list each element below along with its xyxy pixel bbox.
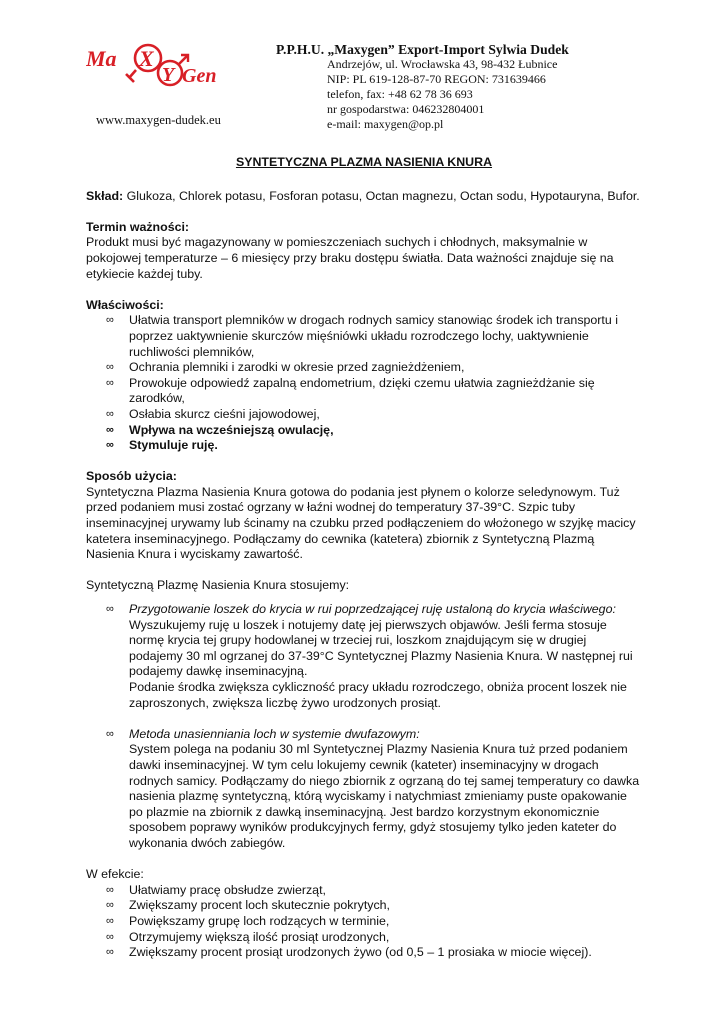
company-name: P.P.H.U. „Maxygen” Export-Import Sylwia Dudek: [276, 42, 569, 57]
list-item: ∞ Osłabia skurcz cieśni jajowodowej,: [106, 406, 320, 421]
method-2-title: Metoda unasienniania loch w systemie dwufazowym:: [129, 726, 420, 741]
infinity-bullet-icon: ∞: [106, 946, 114, 959]
application-intro: Syntetyczną Plazmę Nasienia Knura stosujemy:: [86, 578, 350, 593]
list-item: ∞ Zwiększamy procent loch skutecznie pokrytych,: [106, 898, 390, 913]
properties-list: [86, 313, 642, 453]
list-item: ∞ Ułatwia transport plemników w drogach rodnych samicy stanowiąc środek ich transportu i poprzez uaktywnienie skurczów mięśniówki układu rozrodczego lochy, uaktywnienie ruchliwości plemników,: [106, 313, 618, 359]
website-link[interactable]: www.maxygen-dudek.eu: [96, 113, 221, 127]
method-1-text: Wyszukujemy ruję u loszek i notujemy datę jej pierwszych objawów. Jeśli ferma stosuje normę krycia tej grupy hodowlanej w trzeciej rui, loszkom znajdującym się w drugiej podajemy 30 ml ogrzanej do 37-39°C Syntetycznej Plazmy Nasienia Knura. W następnej rui podajemy dawkę inseminacyjną.: [129, 617, 633, 679]
list-item: ∞ Wpływa na wcześniejszą owulację,: [106, 422, 334, 437]
usage-heading: Sposób użycia:: [86, 469, 177, 484]
document-body: [86, 155, 642, 961]
svg-text:X: X: [139, 46, 154, 71]
infinity-bullet-icon: ∞: [106, 899, 114, 912]
list-item: ∞ Stymuluje ruję.: [106, 438, 218, 453]
effects-list: [86, 883, 642, 961]
infinity-bullet-icon: ∞: [106, 439, 114, 452]
svg-text:Gen: Gen: [182, 65, 217, 87]
infinity-bullet-icon: ∞: [106, 883, 114, 896]
list-item: ∞ Ułatwiamy pracę obsłudze zwierząt,: [106, 882, 326, 897]
nip-regon-line: NIP: PL 619-128-87-70 REGON: 731639466: [327, 72, 546, 86]
method-1-title: Przygotowanie loszek do krycia w rui poprzedzającej ruję ustaloną do krycia właściwego:: [129, 602, 616, 617]
method-1-effect: Podanie środka zwiększa cykliczność pracy układu rozrodczego, obniża procent loszek nie zaproszonych, zwiększa liczbę żywo urodzonych prosiąt.: [129, 680, 627, 710]
farm-number-line: nr gospodarstwa: 046232804001: [327, 102, 485, 116]
phone-line: telefon, fax: +48 62 78 36 693: [327, 87, 473, 101]
infinity-bullet-icon: ∞: [106, 603, 114, 616]
infinity-bullet-icon: ∞: [106, 423, 114, 436]
document-title: SYNTETYCZNA PLAZMA NASIENIA KNURA: [235, 155, 493, 169]
expiry-heading: Termin ważności:: [86, 219, 190, 234]
composition-label: Skład:: [86, 188, 124, 203]
list-item: [86, 602, 642, 618]
usage-text: Syntetyczna Plazma Nasienia Knura gotowa do podania jest płynem o kolorze seledynowym. Tuż przed podaniem musi zostać ogrzany w łaźni wodnej do temperatury 37-39°C. Szpic tuby inseminacyjnej urywamy lub ścinamy na czubku przed podłączeniem do włożonego w szyjkę macicy katetera inseminacyjnego. Podłączamy do cewnika (katetera) zbiornik z Syntetyczną Plazmą Nasienia Knura i wyciskamy zawartość.: [86, 484, 636, 562]
method-2: [86, 727, 642, 743]
infinity-bullet-icon: ∞: [106, 727, 114, 740]
infinity-bullet-icon: ∞: [106, 314, 114, 327]
list-item: ∞ Zwiększamy procent prosiąt urodzonych żywo (od 0,5 – 1 prosiaka w miocie więcej).: [106, 945, 592, 960]
address-line: Andrzejów, ul. Wrocławska 43, 98-432 Łubnice: [327, 57, 558, 71]
list-item: [86, 727, 642, 743]
email-line[interactable]: e-mail: maxygen@op.pl: [327, 117, 444, 131]
list-item: ∞ Ochrania plemniki i zarodki w okresie przed zagnieżdżeniem,: [106, 360, 465, 375]
svg-text:Y: Y: [162, 64, 175, 86]
infinity-bullet-icon: ∞: [106, 376, 114, 389]
expiry-text: Produkt musi być magazynowany w pomieszczeniach suchych i chłodnych, maksymalnie w pokojowej temperaturze – 6 miesięcy przy braku dostępu światła. Data ważności znajduje się na etykiecie każdej tuby.: [86, 235, 614, 281]
infinity-bullet-icon: ∞: [106, 407, 114, 420]
composition-paragraph: [86, 189, 642, 205]
method-1: [86, 602, 642, 618]
list-item: ∞ Prowokuje odpowiedź zapalną endometrium, dzięki czemu ułatwia zagnieżdżanie się zarodków,: [106, 375, 595, 406]
method-2-text: System polega na podaniu 30 ml Syntetycznej Plazmy Nasienia Knura tuż przed podaniem dawki inseminacyjnej. W tym celu lokujemy cewnik (kateter) inseminacyjny w drogach rodnych samicy. Podłączamy do niego zbiornik z ogrzaną do tej samej temperatury co dawka nasienia plazmę syntetyczną, którą wyciskamy i natychmiast zmieniamy puste opakowanie po plazmie na zbiornik z dawką inseminacyjną. Jest bardzo korzystnym ekonomicznie sposobem poprawy wyników produkcyjnych fermy, gdyż stosujemy tylko jeden kateter do wykonania dwóch zabiegów.: [129, 742, 640, 850]
list-item: ∞ Powiększamy grupę loch rodzących w terminie,: [106, 913, 390, 928]
infinity-bullet-icon: ∞: [106, 914, 114, 927]
infinity-bullet-icon: ∞: [106, 361, 114, 374]
maxygen-logo: [86, 40, 236, 92]
composition-text: Glukoza, Chlorek potasu, Fosforan potasu, Octan magnezu, Octan sodu, Hypotauryna, Bufor.: [123, 188, 640, 203]
properties-heading: Właściwości:: [86, 297, 164, 312]
effects-heading: W efekcie:: [86, 867, 144, 882]
company-address: [327, 57, 557, 132]
infinity-bullet-icon: ∞: [106, 930, 114, 943]
list-item: ∞ Otrzymujemy większą ilość prosiąt urodzonych,: [106, 929, 390, 944]
svg-text:Ma: Ma: [86, 46, 117, 71]
